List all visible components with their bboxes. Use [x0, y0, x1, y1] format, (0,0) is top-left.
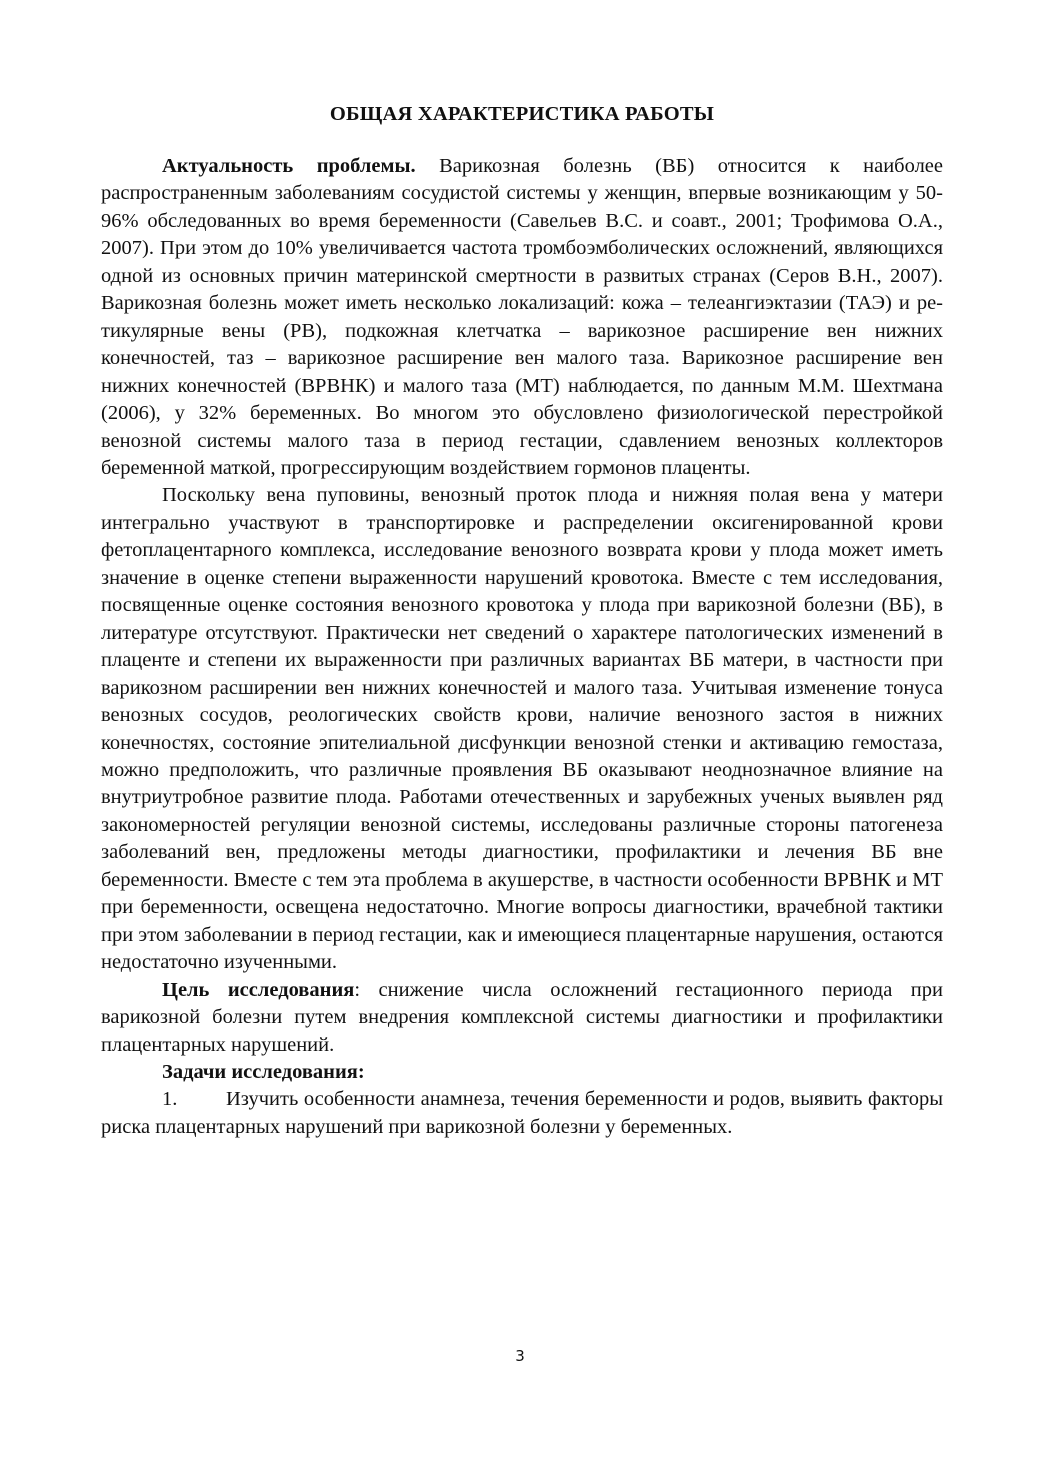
page-number: 3 — [515, 1347, 525, 1365]
document-page — [101, 100, 943, 1141]
document-title: ОБЩАЯ ХАРАКТЕРИСТИКА РАБОТЫ — [329, 103, 715, 125]
goal-paragraph — [101, 977, 943, 1059]
task-number: 1. — [162, 1088, 178, 1111]
task-text: Изучить особенности анамнеза, течения беременности и родов, выявить факторы риска плацентарных нарушений при варикозной болезни у беременных. — [101, 1088, 943, 1138]
background-paragraph: Поскольку вена пуповины, венозный проток плода и нижняя полая вена у матери интегрально участвуют в транспортировке и распределении оксигенированной крови фетоплацентарного комплекса, исследование венозного возврата крови у плода может иметь значение в оценке степени выраженности нарушений кровотока. Вместе с тем исследования, посвященные оценке состояния венозного кровотока у плода при варикозной болезни (ВБ), в литературе отсутствуют. Практически нет сведений о характере патологических изменений в плаценте и степени их выраженности при различных вариантах ВБ матери, в частности при варикозном расширении вен нижних конечностей и малого таза. Учитывая изменение тонуса венозных сосудов, реологических свойств крови, наличие венозного застоя в нижних конечностях, состояние эпителиальной дисфункции венозной стенки и активацию гемостаза, можно предположить, что различные проявления ВБ оказывают неоднозначное влияние на внутриутробное развитие плода. Работами отечественных и зарубежных ученых выявлен ряд закономерностей регуляции венозной системы, исследованы различные стороны патогенеза заболеваний вен, предложены методы диагностики, профилактики и лечения ВБ вне беременности. Вместе с тем эта проблема в акушерстве, в частности особенности ВРВНК и МТ при беременности, освещена недостаточно. Многие вопросы диагностики, врачебной тактики при этом заболевании в период гестации, как и имеющиеся плацентарные нарушения, остаются недостаточно изученными. — [101, 484, 943, 974]
relevance-text: Варикозная болезнь (ВБ) относится к наиболее распространенным заболеваниям сосудистой системы у женщин, впервые возникающим у 50-96% обследованных во время беременности (Савельев В.С. и соавт., 2001; Трофимова О.А., 2007). При этом до 10% увеличивается частота тромбоэмболических осложнений, являющихся одной из основных причин материнской смертности в развитых странах (Серов В.Н., 2007). Варикозная болезнь может иметь несколько локализаций: кожа – телеангиэктазии (ТАЭ) и ретикулярные вены (РВ), подкожная клетчатка – варикозное расширение вен нижних конечностей, таз – варикозное расширение вен малого таза. Варикозное расширение вен нижних конечностей (ВРВНК) и малого таза (МТ) наблюдается, по данным М.М. Шехтмана (2006), у 32% беременных. Во многом это обусловлено физиологической перестройкой венозной системы малого таза в период гестации, сдавлением венозных коллекторов беременной маткой, прогрессирующим воздействием гормонов плаценты. — [101, 155, 943, 479]
tasks-heading: Задачи исследования: — [162, 1060, 365, 1083]
goal-label: Цель исследования — [162, 978, 355, 1001]
relevance-label: Актуальность проблемы. — [162, 155, 416, 177]
relevance-paragraph — [101, 153, 943, 482]
goal-text: : снижение числа осложнений гестационного периода при варикозной болезни путем внедрения комплексной системы диагностики и профилактики плацентарных нарушений. — [101, 978, 943, 1056]
task-item — [101, 1086, 943, 1141]
